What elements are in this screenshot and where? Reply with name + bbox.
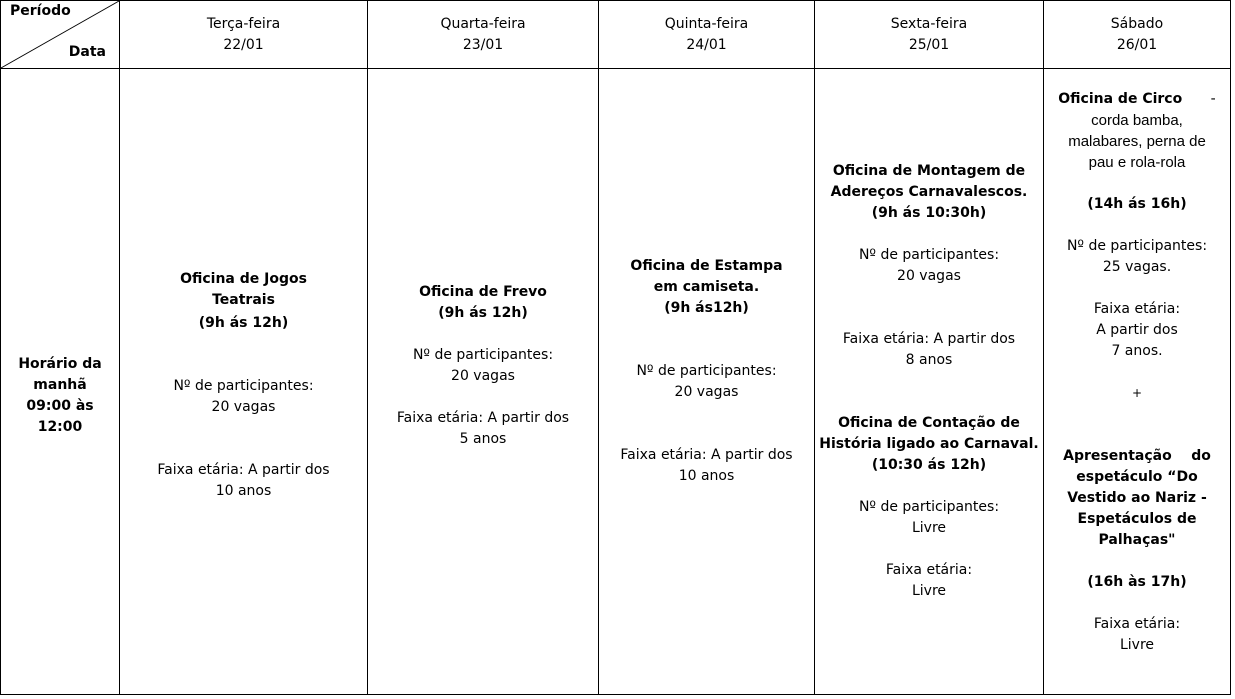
age-label: Faixa etária: [1093, 301, 1181, 317]
day-date: 24/01 [686, 37, 727, 53]
show-time: (16h às 17h) [1087, 574, 1187, 590]
workshop-title: Oficina de Estampa [630, 258, 783, 274]
age-value: Livre [1119, 637, 1155, 653]
age-value: 7 anos. [1111, 343, 1163, 359]
day-name: Sexta-feira [890, 16, 968, 32]
workshop-title: História ligado ao Carnaval. [819, 436, 1039, 452]
circus-title-line [1058, 89, 1215, 110]
age-label: Faixa etária: A partir dos [396, 409, 570, 426]
header-tuesday [120, 0, 367, 68]
row-label-line: 12:00 [37, 418, 83, 435]
workshop-title: Oficina de Montagem de [832, 163, 1026, 179]
workshop-title: Oficina de Contação de [838, 415, 1020, 431]
workshop-description: pau e rola-rola [1088, 154, 1186, 171]
day-name: Terça-feira [206, 16, 281, 32]
workshop-title: Adereços Carnavalescos. [830, 184, 1028, 200]
participants-label: Nº de participantes: [1066, 238, 1208, 254]
age-value: 5 anos [459, 430, 507, 447]
show-title: Apresentação do [1063, 448, 1211, 464]
header-friday [815, 0, 1043, 68]
workshop-time: (9h ás 10:30h) [871, 205, 987, 221]
row-label-morning [1, 69, 119, 694]
participants-value: 20 vagas [211, 399, 276, 415]
day-name: Sábado [1110, 16, 1164, 32]
workshop-description: corda bamba, [1091, 112, 1183, 129]
header-saturday [1044, 0, 1230, 68]
day-date: 23/01 [462, 37, 504, 53]
cell-tuesday [120, 69, 367, 694]
show-title: Palhaças" [1098, 532, 1176, 548]
workshop-title: Oficina de Frevo [419, 283, 547, 300]
header-wednesday [368, 0, 598, 68]
workshop-time: (14h ás 16h) [1087, 196, 1187, 212]
cell-thursday [599, 69, 814, 694]
row-label-line: Horário da [18, 355, 102, 372]
cell-saturday [1044, 69, 1230, 694]
age-label: Faixa etária: A partir dos [620, 447, 793, 463]
day-date: 25/01 [908, 37, 950, 53]
participants-label: Nº de participantes: [173, 378, 314, 394]
border-right [1230, 0, 1231, 695]
participants-value: 20 vagas [897, 268, 961, 284]
participants-label: Nº de participantes: [858, 499, 1000, 515]
show-title: Vestido ao Nariz - [1067, 490, 1207, 506]
cell-wednesday [368, 69, 598, 694]
workshop-time: (9h ás12h) [664, 300, 749, 316]
participants-label: Nº de participantes: [858, 247, 1000, 263]
header-thursday [599, 0, 814, 68]
age-label: Faixa etária: [1093, 616, 1181, 632]
plus-separator: + [1131, 386, 1143, 400]
workshop-description: malabares, perna de [1068, 133, 1206, 150]
day-name: Quarta-feira [440, 16, 526, 32]
row-label-line: 09:00 às [26, 397, 94, 414]
corner-cell [0, 0, 120, 69]
workshop-title: em camiseta. [653, 279, 760, 295]
workshop-time: (9h ás 12h) [438, 304, 528, 321]
participants-label: Nº de participantes: [636, 363, 777, 379]
participants-value: 20 vagas [451, 367, 515, 384]
age-value: A partir dos [1096, 322, 1178, 338]
title-dash: - [1210, 91, 1216, 107]
age-value: 10 anos [678, 468, 735, 484]
age-label: Faixa etária: A partir dos [157, 462, 330, 478]
workshop-title: Teatrais [212, 292, 275, 308]
participants-value: 20 vagas [674, 384, 739, 400]
age-label: Faixa etária: A partir dos [842, 331, 1016, 347]
show-title: Espetáculos de [1077, 511, 1197, 527]
workshop-time: (10:30 ás 12h) [871, 457, 987, 473]
workshop-time: (9h ás 12h) [198, 315, 289, 331]
day-date: 26/01 [1116, 37, 1158, 53]
age-value: 8 anos [905, 352, 953, 368]
row-label-line: manhã [33, 376, 87, 393]
participants-label: Nº de participantes: [412, 346, 554, 363]
age-value: 10 anos [215, 483, 272, 499]
cell-friday [815, 69, 1043, 694]
participants-value: Livre [911, 520, 947, 536]
corner-date-label: Data [68, 44, 106, 60]
participants-value: 25 vagas. [1102, 259, 1172, 275]
workshop-title: Oficina de Circo [1058, 91, 1183, 107]
border-bottom [0, 694, 1231, 695]
day-name: Quinta-feira [664, 16, 749, 32]
workshop-title: Oficina de Jogos [180, 271, 307, 287]
show-title: espetáculo “Do [1076, 469, 1198, 485]
corner-period-label: Período [10, 3, 71, 19]
age-value: Livre [911, 583, 947, 599]
day-date: 22/01 [223, 37, 264, 53]
age-label: Faixa etária: [885, 562, 973, 578]
